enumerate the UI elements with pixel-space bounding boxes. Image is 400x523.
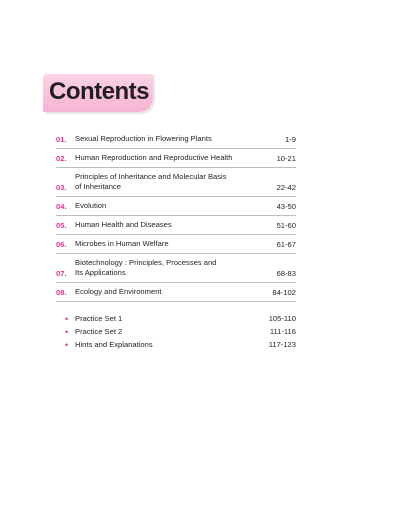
bullet-icon: • — [65, 339, 69, 350]
extra-title: Hints and Explanations — [75, 340, 153, 349]
chapter-pages: 51-60 — [276, 221, 296, 230]
chapter-number: 06. — [56, 240, 67, 249]
chapter-number: 08. — [56, 288, 67, 297]
chapter-row[interactable] — [56, 235, 296, 254]
chapter-number: 03. — [56, 183, 67, 192]
table-of-contents — [56, 130, 296, 351]
chapter-title — [75, 220, 277, 230]
chapter-title — [75, 172, 277, 192]
chapter-title-line: Human Health and Diseases — [75, 220, 172, 229]
chapter-pages: 84-102 — [272, 288, 296, 297]
chapter-title — [75, 239, 277, 249]
chapter-number: 04. — [56, 202, 67, 211]
chapter-title-line: Ecology and Environment — [75, 287, 162, 296]
extra-title: Practice Set 2 — [75, 327, 123, 336]
chapter-list — [56, 130, 296, 302]
chapter-title — [75, 134, 285, 144]
chapter-title-line: Its Applications — [75, 268, 126, 277]
chapter-pages: 43-50 — [276, 202, 296, 211]
chapter-title-line: of Inheritance — [75, 182, 122, 191]
chapter-title-line: Evolution — [75, 201, 107, 210]
extra-pages: 105-110 — [268, 314, 296, 323]
extras-list — [56, 312, 296, 351]
chapter-pages: 1-9 — [285, 135, 296, 144]
chapter-pages: 22-42 — [276, 183, 296, 192]
chapter-title — [75, 201, 277, 211]
chapter-title-line: Human Reproduction and Reproductive Health — [75, 153, 233, 162]
chapter-row[interactable] — [56, 197, 296, 216]
chapter-row[interactable] — [56, 130, 296, 149]
chapter-title-line: Sexual Reproduction in Flowering Plants — [75, 134, 212, 143]
chapter-pages: 68-83 — [276, 269, 296, 278]
contents-heading-banner — [43, 74, 153, 112]
chapter-row[interactable] — [56, 254, 296, 283]
bullet-icon: • — [65, 326, 69, 337]
chapter-title — [75, 258, 277, 278]
chapter-title-line: Biotechnology : Principles, Processes and — [75, 258, 217, 267]
chapter-title — [75, 153, 277, 163]
chapter-row[interactable] — [56, 216, 296, 235]
extra-title: Practice Set 1 — [75, 314, 123, 323]
chapter-row[interactable] — [56, 149, 296, 168]
extra-row[interactable] — [56, 338, 296, 351]
chapter-pages: 61-67 — [276, 240, 296, 249]
chapter-pages: 10-21 — [276, 154, 296, 163]
chapter-number: 02. — [56, 154, 67, 163]
chapter-title-line: Principles of Inheritance and Molecular Basis — [75, 172, 227, 181]
extra-row[interactable] — [56, 312, 296, 325]
chapter-number: 05. — [56, 221, 67, 230]
contents-heading: Contents — [49, 78, 149, 105]
extra-pages: 117-123 — [268, 340, 296, 349]
chapter-title-line: Microbes in Human Welfare — [75, 239, 169, 248]
chapter-row[interactable] — [56, 283, 296, 302]
chapter-title — [75, 287, 272, 297]
extra-pages: 111-116 — [269, 327, 296, 336]
extra-row[interactable] — [56, 325, 296, 338]
chapter-number: 07. — [56, 269, 67, 278]
bullet-icon: • — [65, 313, 69, 324]
chapter-number: 01. — [56, 135, 67, 144]
chapter-row[interactable] — [56, 168, 296, 197]
